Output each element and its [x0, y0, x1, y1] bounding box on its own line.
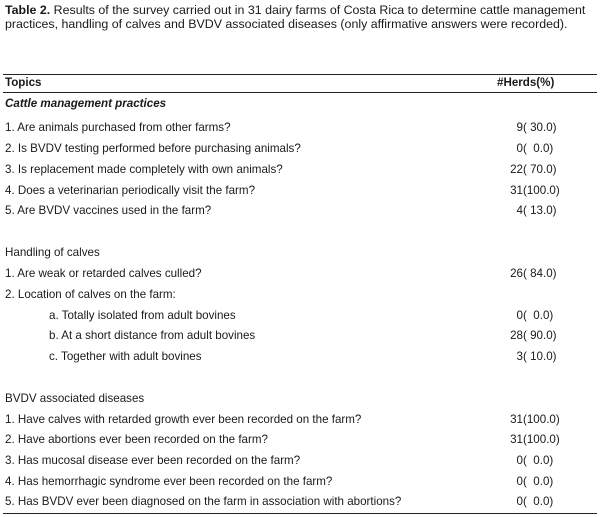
question-text: 2. Is BVDV testing performed before purchasing animals?	[5, 142, 301, 155]
section-title	[0, 243, 600, 263]
herd-count: 0	[516, 495, 523, 508]
question-text: b. At a short distance from adult bovines	[49, 329, 256, 342]
herd-count: 3	[516, 350, 523, 363]
question-text: c. Together with adult bovines	[49, 350, 202, 363]
herd-count: 31	[510, 433, 523, 446]
table-row	[0, 139, 600, 159]
table-row	[0, 285, 600, 305]
herd-count: 22	[510, 163, 523, 176]
herd-count: 31	[510, 184, 523, 197]
table-row	[0, 181, 600, 201]
herd-percent: ( 0.0)	[523, 142, 554, 155]
herd-count: 31	[510, 413, 523, 426]
section-title-text: BVDV associated diseases	[5, 392, 145, 405]
question-text: 3. Has mucosal disease ever been recorded on the farm?	[5, 454, 301, 467]
section-title-text: Cattle management practices	[5, 97, 167, 110]
herd-percent: ( 70.0)	[523, 163, 557, 176]
table-header-row	[0, 73, 600, 93]
herd-percent: ( 0.0)	[523, 495, 554, 508]
question-text: 3. Is replacement made completely with own animals?	[5, 163, 283, 176]
question-text: 1. Are weak or retarded calves culled?	[5, 267, 202, 280]
question-text: 4. Does a veterinarian periodically visit the farm?	[5, 184, 256, 197]
table-row	[0, 347, 600, 367]
section-title	[0, 94, 600, 114]
table-row	[0, 264, 600, 284]
question-text: 2. Have abortions ever been recorded on the farm?	[5, 433, 268, 446]
section-title	[0, 389, 600, 409]
herd-percent: ( 0.0)	[523, 475, 554, 488]
question-text: 5. Has BVDV ever been diagnosed on the farm in association with abortions?	[5, 495, 402, 508]
question-text: a. Totally isolated from adult bovines	[49, 309, 236, 322]
herd-count: 0	[516, 475, 523, 488]
table-header-rule	[3, 92, 597, 93]
table-row	[0, 201, 600, 221]
herd-count: 28	[510, 329, 523, 342]
herd-percent: (100.0)	[523, 413, 560, 426]
table-caption	[5, 3, 597, 31]
table-row	[0, 451, 600, 471]
question-text: 1. Have calves with retarded growth ever been recorded on the farm?	[5, 413, 362, 426]
herd-percent: ( 0.0)	[523, 309, 554, 322]
herd-percent: (100.0)	[523, 433, 560, 446]
herd-count: 26	[510, 267, 523, 280]
table-row	[0, 306, 600, 326]
herd-count: 0	[516, 142, 523, 155]
table-bottom-rule	[3, 513, 597, 514]
herd-percent: (100.0)	[523, 184, 560, 197]
herd-percent: ( 30.0)	[523, 121, 557, 134]
table-label: Table 2.	[5, 3, 51, 17]
table-row	[0, 430, 600, 450]
header-topics: Topics	[5, 76, 42, 89]
herd-percent: ( 10.0)	[523, 350, 557, 363]
question-text: 1. Are animals purchased from other farms?	[5, 121, 231, 134]
table-row	[0, 410, 600, 430]
table-row	[0, 326, 600, 346]
herd-count: 0	[516, 454, 523, 467]
header-herds: #Herds(%)	[497, 76, 555, 89]
herd-count: 9	[516, 121, 523, 134]
question-text: 4. Has hemorrhagic syndrome ever been recorded on the farm?	[5, 475, 333, 488]
section-title-text: Handling of calves	[5, 246, 100, 259]
table-row	[0, 472, 600, 492]
table-row	[0, 160, 600, 180]
herd-count: 4	[516, 204, 523, 217]
caption-text: Results of the survey carried out in 31 dairy farms of Costa Rica to determine cattle management practices, handling of calves and BVDV associated diseases (only affirmative answers were recorded).	[5, 3, 586, 31]
herd-percent: ( 90.0)	[523, 329, 557, 342]
herd-percent: ( 84.0)	[523, 267, 557, 280]
question-text: 2. Location of calves on the farm:	[5, 288, 176, 301]
table-row	[0, 492, 600, 512]
herd-count: 0	[516, 309, 523, 322]
herd-percent: ( 13.0)	[523, 204, 557, 217]
table-row	[0, 118, 600, 138]
question-text: 5. Are BVDV vaccines used in the farm?	[5, 204, 212, 217]
herd-percent: ( 0.0)	[523, 454, 554, 467]
